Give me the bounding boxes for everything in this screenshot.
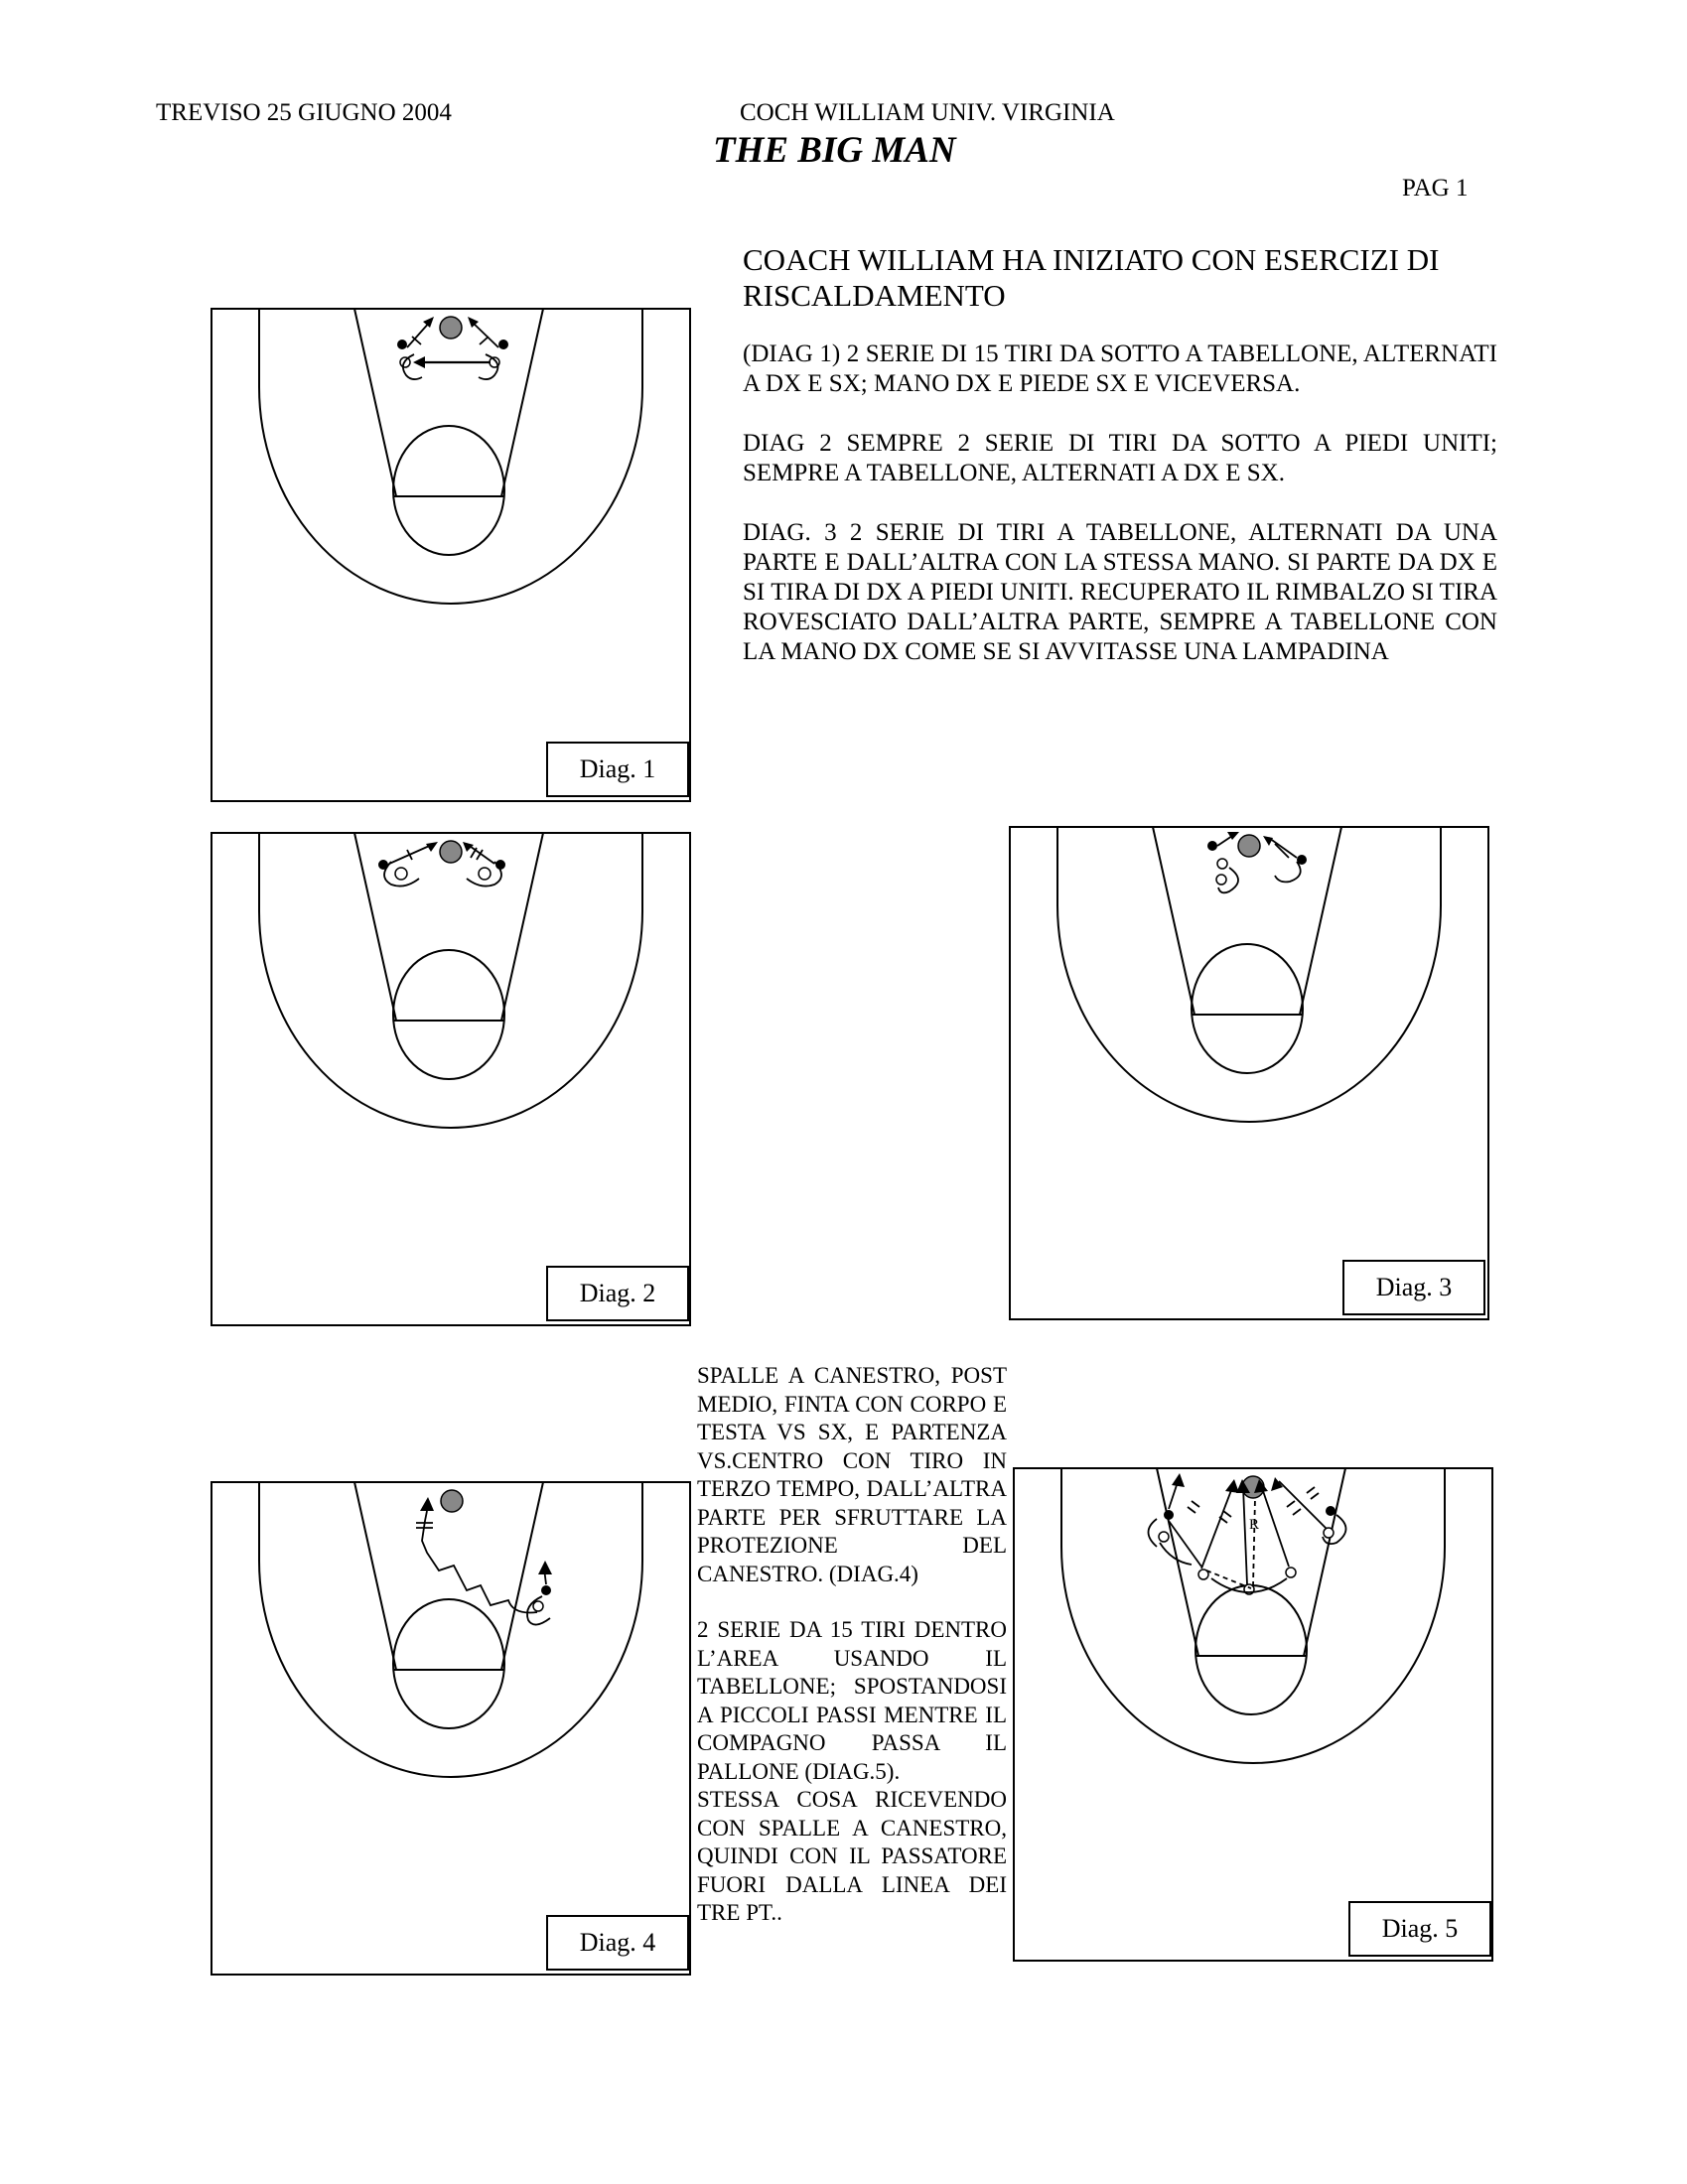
- header-date: TREVISO 25 GIUGNO 2004: [156, 99, 452, 126]
- header-coach: COCH WILLIAM UNIV. VIRGINIA: [740, 99, 1115, 126]
- column-text: [697, 1362, 1007, 1928]
- court-diagram-3: [1009, 826, 1489, 1320]
- intro-paragraph-3: DIAG. 3 2 SERIE DI TIRI A TABELLONE, ALTERNATI DA UNA PARTE E DALL’ALTRA CON LA STESSA MANO. SI PARTE DA DX E SI TIRA DI DX A PIEDI UNITI. RECUPERATO IL RIMBALZO SI TIRA ROVESCIATO DALL’ALTRA PARTE, SEMPRE A TABELLONE CON LA MANO DX COME SE SI AVVITASSE UNA LAMPADINA: [743, 519, 1497, 665]
- diagram-3-label: Diag. 3: [1342, 1260, 1485, 1315]
- players-diagram-2: [378, 841, 505, 887]
- diagram-2-label: Diag. 2: [546, 1266, 689, 1321]
- column-paragraph-3: STESSA COSA RICEVENDO CON SPALLE A CANESTRO, QUINDI CON IL PASSATORE FUORI DALLA LINEA DEI TRE PT..: [697, 1787, 1007, 1925]
- diagram-5-label: Diag. 5: [1348, 1901, 1491, 1957]
- rebound-mark: R: [1249, 1517, 1260, 1533]
- diagram-2: [211, 832, 691, 1326]
- diagram-1: [211, 308, 691, 802]
- intro-heading: COACH WILLIAM HA INIZIATO CON ESERCIZI DI RISCALDAMENTO: [743, 242, 1440, 313]
- court-diagram-2: [211, 832, 691, 1326]
- intro-paragraph-2: DIAG 2 SEMPRE 2 SERIE DI TIRI DA SOTTO A PIEDI UNITI; SEMPRE A TABELLONE, ALTERNATI A DX E SX.: [743, 430, 1497, 486]
- court-diagram-5: [1013, 1467, 1493, 1962]
- diagram-3: [1009, 826, 1489, 1320]
- players-diagram-4: [416, 1490, 552, 1625]
- diagram-4-label: Diag. 4: [546, 1915, 689, 1971]
- court-diagram-4: [211, 1481, 691, 1976]
- column-paragraph-2: 2 SERIE DA 15 TIRI DENTRO L’AREA USANDO IL TABELLONE; SPOSTANDOSI A PICCOLI PASSI MENTRE IL COMPAGNO PASSA IL PALLONE (DIAG.5).: [697, 1617, 1007, 1784]
- players-diagram-1: [397, 317, 508, 379]
- diagram-1-label: Diag. 1: [546, 742, 689, 797]
- column-paragraph-1: SPALLE A CANESTRO, POST MEDIO, FINTA CON CORPO E TESTA VS SX, E PARTENZA VS.CENTRO CON TIRO IN TERZO TEMPO, DALL’ALTRA PARTE PER SFRUTTARE LA PROTEZIONE DEL CANESTRO. (DIAG.4): [697, 1363, 1007, 1586]
- players-diagram-3: [1207, 832, 1307, 892]
- diagram-4: [211, 1481, 691, 1976]
- page-title: THE BIG MAN: [713, 130, 956, 171]
- intro-section: [743, 242, 1497, 697]
- page-number: PAG 1: [1402, 175, 1469, 202]
- players-diagram-5: [1149, 1473, 1346, 1594]
- court-diagram-1: [211, 308, 691, 802]
- intro-paragraph-1: (DIAG 1) 2 SERIE DI 15 TIRI DA SOTTO A TABELLONE, ALTERNATI A DX E SX; MANO DX E PIEDE SX E VICEVERSA.: [743, 341, 1497, 397]
- diagram-5: [1013, 1467, 1493, 1962]
